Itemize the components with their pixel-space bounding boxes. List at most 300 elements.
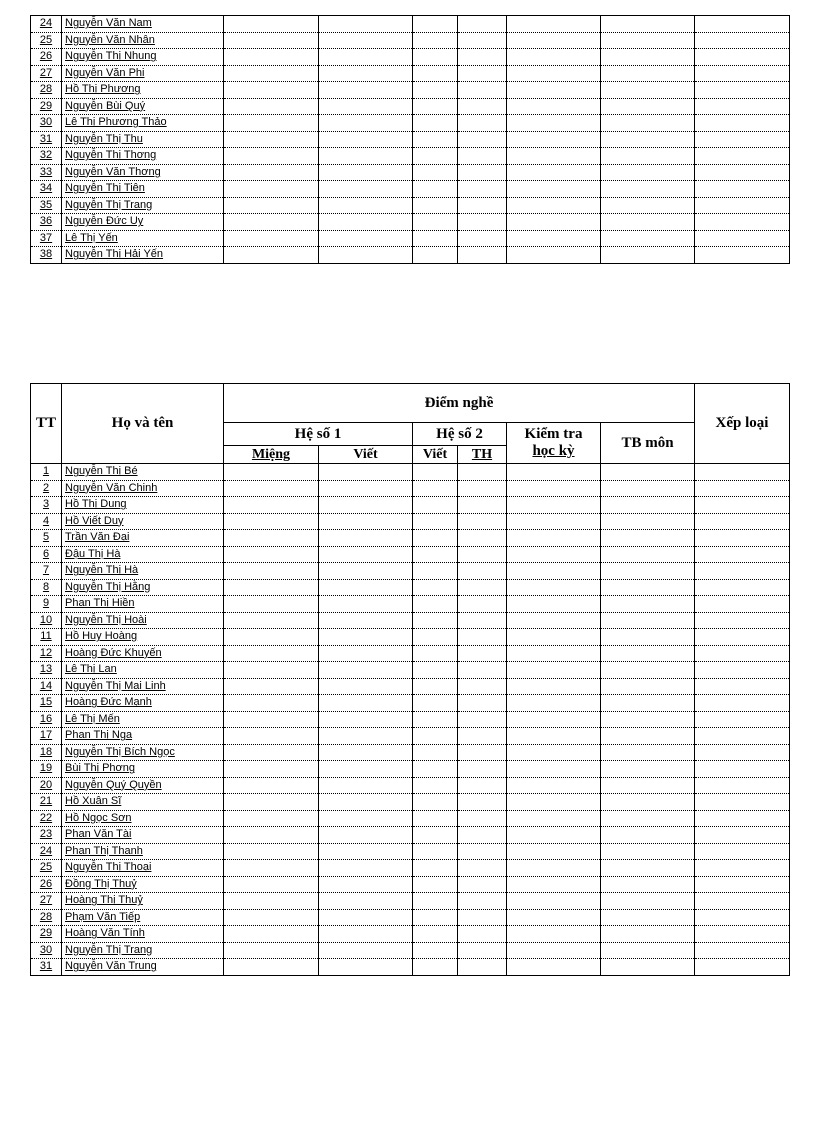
score-kiem-tra-cell[interactable] (507, 827, 601, 844)
score-viet-2-cell[interactable] (413, 513, 458, 530)
score-kiem-tra-cell[interactable] (507, 711, 601, 728)
score-th-cell[interactable] (458, 148, 507, 165)
score-viet-2-cell[interactable] (413, 164, 458, 181)
score-mieng-cell[interactable] (224, 678, 319, 695)
score-th-cell[interactable] (458, 563, 507, 580)
score-viet-2-cell[interactable] (413, 197, 458, 214)
score-viet-1-cell[interactable] (319, 942, 413, 959)
score-th-cell[interactable] (458, 197, 507, 214)
score-th-cell[interactable] (458, 695, 507, 712)
score-tb-mon-cell[interactable] (601, 115, 695, 132)
score-tb-mon-cell[interactable] (601, 230, 695, 247)
score-xep-loai-cell[interactable] (695, 546, 790, 563)
score-xep-loai-cell[interactable] (695, 777, 790, 794)
score-mieng-cell[interactable] (224, 629, 319, 646)
score-tb-mon-cell[interactable] (601, 645, 695, 662)
score-mieng-cell[interactable] (224, 148, 319, 165)
score-xep-loai-cell[interactable] (695, 131, 790, 148)
score-xep-loai-cell[interactable] (695, 761, 790, 778)
score-kiem-tra-cell[interactable] (507, 612, 601, 629)
score-xep-loai-cell[interactable] (695, 32, 790, 49)
score-viet-2-cell[interactable] (413, 744, 458, 761)
score-kiem-tra-cell[interactable] (507, 32, 601, 49)
score-viet-2-cell[interactable] (413, 563, 458, 580)
score-mieng-cell[interactable] (224, 794, 319, 811)
score-mieng-cell[interactable] (224, 744, 319, 761)
score-viet-1-cell[interactable] (319, 959, 413, 976)
score-xep-loai-cell[interactable] (695, 794, 790, 811)
score-xep-loai-cell[interactable] (695, 497, 790, 514)
score-mieng-cell[interactable] (224, 695, 319, 712)
score-th-cell[interactable] (458, 513, 507, 530)
score-xep-loai-cell[interactable] (695, 942, 790, 959)
score-viet-2-cell[interactable] (413, 728, 458, 745)
score-viet-1-cell[interactable] (319, 810, 413, 827)
score-th-cell[interactable] (458, 82, 507, 99)
score-viet-2-cell[interactable] (413, 695, 458, 712)
score-viet-2-cell[interactable] (413, 98, 458, 115)
score-mieng-cell[interactable] (224, 546, 319, 563)
score-mieng-cell[interactable] (224, 893, 319, 910)
score-tb-mon-cell[interactable] (601, 530, 695, 547)
score-mieng-cell[interactable] (224, 115, 319, 132)
score-viet-2-cell[interactable] (413, 711, 458, 728)
score-th-cell[interactable] (458, 579, 507, 596)
score-kiem-tra-cell[interactable] (507, 148, 601, 165)
score-th-cell[interactable] (458, 181, 507, 198)
score-viet-1-cell[interactable] (319, 695, 413, 712)
score-xep-loai-cell[interactable] (695, 909, 790, 926)
score-xep-loai-cell[interactable] (695, 827, 790, 844)
score-viet-1-cell[interactable] (319, 197, 413, 214)
score-tb-mon-cell[interactable] (601, 98, 695, 115)
score-mieng-cell[interactable] (224, 164, 319, 181)
score-xep-loai-cell[interactable] (695, 695, 790, 712)
score-viet-1-cell[interactable] (319, 596, 413, 613)
score-th-cell[interactable] (458, 32, 507, 49)
score-mieng-cell[interactable] (224, 959, 319, 976)
score-xep-loai-cell[interactable] (695, 513, 790, 530)
score-kiem-tra-cell[interactable] (507, 197, 601, 214)
score-th-cell[interactable] (458, 909, 507, 926)
score-kiem-tra-cell[interactable] (507, 164, 601, 181)
score-kiem-tra-cell[interactable] (507, 893, 601, 910)
score-tb-mon-cell[interactable] (601, 728, 695, 745)
score-viet-1-cell[interactable] (319, 65, 413, 82)
score-xep-loai-cell[interactable] (695, 65, 790, 82)
score-kiem-tra-cell[interactable] (507, 695, 601, 712)
score-tb-mon-cell[interactable] (601, 860, 695, 877)
score-viet-1-cell[interactable] (319, 711, 413, 728)
score-th-cell[interactable] (458, 480, 507, 497)
score-viet-1-cell[interactable] (319, 480, 413, 497)
score-th-cell[interactable] (458, 843, 507, 860)
score-viet-1-cell[interactable] (319, 629, 413, 646)
score-xep-loai-cell[interactable] (695, 843, 790, 860)
score-xep-loai-cell[interactable] (695, 876, 790, 893)
score-viet-2-cell[interactable] (413, 596, 458, 613)
score-tb-mon-cell[interactable] (601, 662, 695, 679)
score-mieng-cell[interactable] (224, 49, 319, 66)
score-viet-2-cell[interactable] (413, 16, 458, 33)
score-th-cell[interactable] (458, 777, 507, 794)
score-kiem-tra-cell[interactable] (507, 926, 601, 943)
score-th-cell[interactable] (458, 230, 507, 247)
score-xep-loai-cell[interactable] (695, 148, 790, 165)
score-th-cell[interactable] (458, 596, 507, 613)
score-kiem-tra-cell[interactable] (507, 464, 601, 481)
score-viet-2-cell[interactable] (413, 148, 458, 165)
score-xep-loai-cell[interactable] (695, 645, 790, 662)
score-th-cell[interactable] (458, 678, 507, 695)
score-kiem-tra-cell[interactable] (507, 876, 601, 893)
score-tb-mon-cell[interactable] (601, 513, 695, 530)
score-viet-1-cell[interactable] (319, 761, 413, 778)
score-tb-mon-cell[interactable] (601, 247, 695, 264)
score-th-cell[interactable] (458, 860, 507, 877)
score-xep-loai-cell[interactable] (695, 480, 790, 497)
score-th-cell[interactable] (458, 546, 507, 563)
score-th-cell[interactable] (458, 530, 507, 547)
score-viet-2-cell[interactable] (413, 926, 458, 943)
score-kiem-tra-cell[interactable] (507, 942, 601, 959)
score-mieng-cell[interactable] (224, 942, 319, 959)
score-viet-2-cell[interactable] (413, 181, 458, 198)
score-tb-mon-cell[interactable] (601, 148, 695, 165)
score-viet-2-cell[interactable] (413, 115, 458, 132)
score-viet-1-cell[interactable] (319, 164, 413, 181)
score-th-cell[interactable] (458, 711, 507, 728)
score-mieng-cell[interactable] (224, 464, 319, 481)
score-tb-mon-cell[interactable] (601, 909, 695, 926)
score-viet-1-cell[interactable] (319, 827, 413, 844)
score-viet-2-cell[interactable] (413, 761, 458, 778)
score-kiem-tra-cell[interactable] (507, 843, 601, 860)
score-xep-loai-cell[interactable] (695, 744, 790, 761)
score-mieng-cell[interactable] (224, 728, 319, 745)
score-th-cell[interactable] (458, 115, 507, 132)
score-viet-2-cell[interactable] (413, 876, 458, 893)
score-xep-loai-cell[interactable] (695, 49, 790, 66)
score-tb-mon-cell[interactable] (601, 32, 695, 49)
score-viet-2-cell[interactable] (413, 480, 458, 497)
score-kiem-tra-cell[interactable] (507, 959, 601, 976)
score-mieng-cell[interactable] (224, 32, 319, 49)
score-xep-loai-cell[interactable] (695, 926, 790, 943)
score-viet-1-cell[interactable] (319, 247, 413, 264)
score-viet-2-cell[interactable] (413, 546, 458, 563)
score-th-cell[interactable] (458, 16, 507, 33)
score-th-cell[interactable] (458, 893, 507, 910)
score-viet-1-cell[interactable] (319, 794, 413, 811)
score-tb-mon-cell[interactable] (601, 497, 695, 514)
score-xep-loai-cell[interactable] (695, 98, 790, 115)
score-viet-2-cell[interactable] (413, 662, 458, 679)
score-kiem-tra-cell[interactable] (507, 777, 601, 794)
score-xep-loai-cell[interactable] (695, 181, 790, 198)
score-tb-mon-cell[interactable] (601, 744, 695, 761)
score-viet-1-cell[interactable] (319, 32, 413, 49)
score-viet-2-cell[interactable] (413, 131, 458, 148)
score-mieng-cell[interactable] (224, 761, 319, 778)
score-kiem-tra-cell[interactable] (507, 596, 601, 613)
score-tb-mon-cell[interactable] (601, 131, 695, 148)
score-tb-mon-cell[interactable] (601, 827, 695, 844)
score-th-cell[interactable] (458, 497, 507, 514)
score-mieng-cell[interactable] (224, 480, 319, 497)
score-viet-1-cell[interactable] (319, 464, 413, 481)
score-kiem-tra-cell[interactable] (507, 247, 601, 264)
score-viet-2-cell[interactable] (413, 247, 458, 264)
score-viet-2-cell[interactable] (413, 645, 458, 662)
score-viet-1-cell[interactable] (319, 530, 413, 547)
score-xep-loai-cell[interactable] (695, 214, 790, 231)
score-viet-1-cell[interactable] (319, 876, 413, 893)
score-xep-loai-cell[interactable] (695, 612, 790, 629)
score-kiem-tra-cell[interactable] (507, 131, 601, 148)
score-viet-2-cell[interactable] (413, 942, 458, 959)
score-xep-loai-cell[interactable] (695, 115, 790, 132)
score-xep-loai-cell[interactable] (695, 247, 790, 264)
score-viet-1-cell[interactable] (319, 843, 413, 860)
score-th-cell[interactable] (458, 959, 507, 976)
score-th-cell[interactable] (458, 810, 507, 827)
score-tb-mon-cell[interactable] (601, 214, 695, 231)
score-kiem-tra-cell[interactable] (507, 230, 601, 247)
score-viet-1-cell[interactable] (319, 926, 413, 943)
score-mieng-cell[interactable] (224, 645, 319, 662)
score-viet-2-cell[interactable] (413, 82, 458, 99)
score-viet-2-cell[interactable] (413, 843, 458, 860)
score-xep-loai-cell[interactable] (695, 662, 790, 679)
score-mieng-cell[interactable] (224, 860, 319, 877)
score-tb-mon-cell[interactable] (601, 942, 695, 959)
score-kiem-tra-cell[interactable] (507, 744, 601, 761)
score-th-cell[interactable] (458, 247, 507, 264)
score-th-cell[interactable] (458, 942, 507, 959)
score-kiem-tra-cell[interactable] (507, 513, 601, 530)
score-viet-1-cell[interactable] (319, 181, 413, 198)
score-th-cell[interactable] (458, 464, 507, 481)
score-th-cell[interactable] (458, 926, 507, 943)
score-tb-mon-cell[interactable] (601, 876, 695, 893)
score-th-cell[interactable] (458, 164, 507, 181)
score-mieng-cell[interactable] (224, 843, 319, 860)
score-viet-2-cell[interactable] (413, 32, 458, 49)
score-kiem-tra-cell[interactable] (507, 860, 601, 877)
score-viet-1-cell[interactable] (319, 645, 413, 662)
score-viet-1-cell[interactable] (319, 148, 413, 165)
score-viet-1-cell[interactable] (319, 513, 413, 530)
score-viet-1-cell[interactable] (319, 131, 413, 148)
score-th-cell[interactable] (458, 662, 507, 679)
score-xep-loai-cell[interactable] (695, 860, 790, 877)
score-th-cell[interactable] (458, 49, 507, 66)
score-th-cell[interactable] (458, 876, 507, 893)
score-th-cell[interactable] (458, 98, 507, 115)
score-viet-1-cell[interactable] (319, 579, 413, 596)
score-tb-mon-cell[interactable] (601, 695, 695, 712)
score-viet-2-cell[interactable] (413, 464, 458, 481)
score-kiem-tra-cell[interactable] (507, 480, 601, 497)
score-kiem-tra-cell[interactable] (507, 629, 601, 646)
score-tb-mon-cell[interactable] (601, 777, 695, 794)
score-xep-loai-cell[interactable] (695, 959, 790, 976)
score-mieng-cell[interactable] (224, 711, 319, 728)
score-th-cell[interactable] (458, 827, 507, 844)
score-mieng-cell[interactable] (224, 530, 319, 547)
score-kiem-tra-cell[interactable] (507, 214, 601, 231)
score-viet-2-cell[interactable] (413, 530, 458, 547)
score-viet-1-cell[interactable] (319, 49, 413, 66)
score-th-cell[interactable] (458, 744, 507, 761)
score-xep-loai-cell[interactable] (695, 629, 790, 646)
score-tb-mon-cell[interactable] (601, 810, 695, 827)
score-kiem-tra-cell[interactable] (507, 761, 601, 778)
score-viet-1-cell[interactable] (319, 82, 413, 99)
score-viet-2-cell[interactable] (413, 230, 458, 247)
score-viet-2-cell[interactable] (413, 629, 458, 646)
score-xep-loai-cell[interactable] (695, 82, 790, 99)
score-kiem-tra-cell[interactable] (507, 82, 601, 99)
score-tb-mon-cell[interactable] (601, 612, 695, 629)
score-th-cell[interactable] (458, 131, 507, 148)
score-xep-loai-cell[interactable] (695, 810, 790, 827)
score-kiem-tra-cell[interactable] (507, 49, 601, 66)
score-mieng-cell[interactable] (224, 596, 319, 613)
score-xep-loai-cell[interactable] (695, 197, 790, 214)
score-viet-1-cell[interactable] (319, 546, 413, 563)
score-kiem-tra-cell[interactable] (507, 579, 601, 596)
score-th-cell[interactable] (458, 629, 507, 646)
score-viet-1-cell[interactable] (319, 214, 413, 231)
score-viet-2-cell[interactable] (413, 65, 458, 82)
score-kiem-tra-cell[interactable] (507, 662, 601, 679)
score-kiem-tra-cell[interactable] (507, 810, 601, 827)
score-viet-1-cell[interactable] (319, 893, 413, 910)
score-tb-mon-cell[interactable] (601, 480, 695, 497)
score-mieng-cell[interactable] (224, 181, 319, 198)
score-tb-mon-cell[interactable] (601, 164, 695, 181)
score-kiem-tra-cell[interactable] (507, 65, 601, 82)
score-mieng-cell[interactable] (224, 513, 319, 530)
score-mieng-cell[interactable] (224, 662, 319, 679)
score-viet-1-cell[interactable] (319, 612, 413, 629)
score-tb-mon-cell[interactable] (601, 596, 695, 613)
score-viet-1-cell[interactable] (319, 563, 413, 580)
score-xep-loai-cell[interactable] (695, 678, 790, 695)
score-kiem-tra-cell[interactable] (507, 563, 601, 580)
score-xep-loai-cell[interactable] (695, 530, 790, 547)
score-viet-2-cell[interactable] (413, 909, 458, 926)
score-mieng-cell[interactable] (224, 926, 319, 943)
score-tb-mon-cell[interactable] (601, 893, 695, 910)
score-mieng-cell[interactable] (224, 247, 319, 264)
score-th-cell[interactable] (458, 645, 507, 662)
score-mieng-cell[interactable] (224, 777, 319, 794)
score-mieng-cell[interactable] (224, 16, 319, 33)
score-kiem-tra-cell[interactable] (507, 530, 601, 547)
score-th-cell[interactable] (458, 728, 507, 745)
score-tb-mon-cell[interactable] (601, 563, 695, 580)
score-viet-1-cell[interactable] (319, 909, 413, 926)
score-xep-loai-cell[interactable] (695, 164, 790, 181)
score-tb-mon-cell[interactable] (601, 761, 695, 778)
score-kiem-tra-cell[interactable] (507, 728, 601, 745)
score-mieng-cell[interactable] (224, 563, 319, 580)
score-viet-1-cell[interactable] (319, 98, 413, 115)
score-viet-1-cell[interactable] (319, 662, 413, 679)
score-viet-1-cell[interactable] (319, 497, 413, 514)
score-th-cell[interactable] (458, 214, 507, 231)
score-viet-1-cell[interactable] (319, 777, 413, 794)
score-mieng-cell[interactable] (224, 230, 319, 247)
score-viet-1-cell[interactable] (319, 860, 413, 877)
score-kiem-tra-cell[interactable] (507, 645, 601, 662)
score-kiem-tra-cell[interactable] (507, 909, 601, 926)
score-tb-mon-cell[interactable] (601, 65, 695, 82)
score-viet-2-cell[interactable] (413, 612, 458, 629)
score-tb-mon-cell[interactable] (601, 579, 695, 596)
score-xep-loai-cell[interactable] (695, 563, 790, 580)
score-mieng-cell[interactable] (224, 98, 319, 115)
score-th-cell[interactable] (458, 794, 507, 811)
score-tb-mon-cell[interactable] (601, 959, 695, 976)
score-kiem-tra-cell[interactable] (507, 794, 601, 811)
score-mieng-cell[interactable] (224, 82, 319, 99)
score-th-cell[interactable] (458, 65, 507, 82)
score-tb-mon-cell[interactable] (601, 629, 695, 646)
score-tb-mon-cell[interactable] (601, 843, 695, 860)
score-tb-mon-cell[interactable] (601, 181, 695, 198)
score-viet-1-cell[interactable] (319, 728, 413, 745)
score-kiem-tra-cell[interactable] (507, 497, 601, 514)
score-viet-2-cell[interactable] (413, 579, 458, 596)
score-mieng-cell[interactable] (224, 579, 319, 596)
score-xep-loai-cell[interactable] (695, 464, 790, 481)
score-tb-mon-cell[interactable] (601, 794, 695, 811)
score-viet-2-cell[interactable] (413, 810, 458, 827)
score-mieng-cell[interactable] (224, 810, 319, 827)
score-mieng-cell[interactable] (224, 197, 319, 214)
score-viet-2-cell[interactable] (413, 827, 458, 844)
score-kiem-tra-cell[interactable] (507, 181, 601, 198)
score-viet-2-cell[interactable] (413, 497, 458, 514)
score-xep-loai-cell[interactable] (695, 893, 790, 910)
score-mieng-cell[interactable] (224, 827, 319, 844)
score-tb-mon-cell[interactable] (601, 926, 695, 943)
score-mieng-cell[interactable] (224, 612, 319, 629)
score-xep-loai-cell[interactable] (695, 711, 790, 728)
score-tb-mon-cell[interactable] (601, 197, 695, 214)
score-xep-loai-cell[interactable] (695, 728, 790, 745)
score-viet-2-cell[interactable] (413, 893, 458, 910)
score-viet-2-cell[interactable] (413, 777, 458, 794)
score-tb-mon-cell[interactable] (601, 16, 695, 33)
score-mieng-cell[interactable] (224, 876, 319, 893)
score-kiem-tra-cell[interactable] (507, 98, 601, 115)
score-mieng-cell[interactable] (224, 497, 319, 514)
score-mieng-cell[interactable] (224, 909, 319, 926)
score-viet-1-cell[interactable] (319, 16, 413, 33)
score-viet-2-cell[interactable] (413, 860, 458, 877)
score-kiem-tra-cell[interactable] (507, 678, 601, 695)
score-kiem-tra-cell[interactable] (507, 115, 601, 132)
score-mieng-cell[interactable] (224, 65, 319, 82)
score-tb-mon-cell[interactable] (601, 464, 695, 481)
score-tb-mon-cell[interactable] (601, 711, 695, 728)
score-viet-2-cell[interactable] (413, 794, 458, 811)
